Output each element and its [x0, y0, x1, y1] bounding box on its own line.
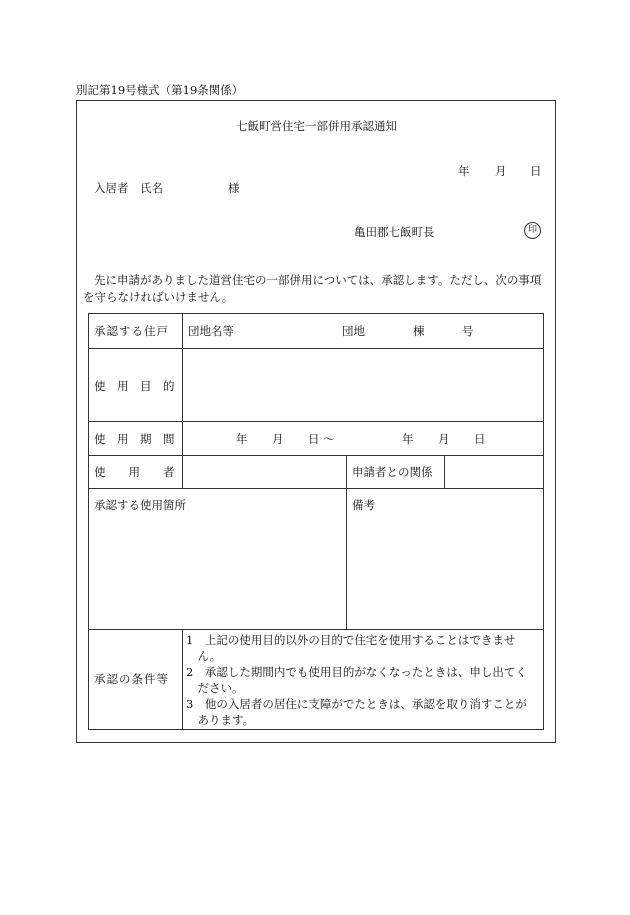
period-end-month: 月 — [438, 432, 450, 446]
user-label: 使 用 者 — [94, 465, 175, 479]
date-year: 年 — [458, 164, 470, 178]
row-divider — [88, 348, 544, 349]
conditions-label: 承認の条件等 — [94, 672, 169, 686]
column-divider — [182, 629, 183, 730]
unit-number-label: 号 — [462, 324, 474, 338]
body-text-line-1: 先に申請がありました道営住宅の一部併用については、承認します。ただし、次の事項 — [94, 273, 542, 287]
condition-line: あります。 — [186, 713, 255, 727]
row-divider — [88, 455, 544, 456]
period-end-year: 年 — [402, 432, 414, 446]
relation-label: 申請者との関係 — [352, 465, 433, 479]
body-text-line-2: を守らなければいけません。 — [83, 290, 234, 304]
issuer-name: 亀田郡七飯町長 — [354, 225, 435, 239]
row-divider — [88, 421, 544, 422]
recipient-label: 入居者 氏名 — [94, 181, 163, 195]
date-month: 月 — [495, 164, 507, 178]
column-divider — [182, 313, 183, 488]
row-divider — [88, 488, 544, 489]
period-start-month: 月 — [272, 432, 284, 446]
period-start-year: 年 — [236, 432, 248, 446]
condition-line: 1 上記の使用目的以外の目的で住宅を使用することはできませ — [186, 633, 516, 647]
column-divider — [346, 455, 347, 629]
condition-line: 3 他の入居者の居住に支障がでたときは、承認を取り消すことが — [186, 697, 527, 711]
row-divider — [88, 629, 544, 630]
column-divider — [444, 455, 445, 488]
recipient-honorific: 様 — [228, 181, 240, 195]
form-label: 別記第19号様式（第19条関係） — [76, 83, 244, 97]
complex-label: 団地 — [342, 324, 365, 338]
condition-line: 2 承認した期間内でも使用目的がなくなったときは、申し出てく — [186, 665, 527, 679]
complex-name-label: 団地名等 — [188, 324, 234, 338]
period-label: 使 用 期 間 — [94, 432, 175, 446]
period-end-day: 日 — [474, 432, 486, 446]
period-start-day: 日 〜 — [308, 432, 335, 446]
date-day: 日 — [530, 164, 542, 178]
building-label: 棟 — [413, 324, 425, 338]
seal-mark: 印 — [524, 222, 541, 239]
condition-line: ださい。 — [186, 681, 244, 695]
approved-location-label: 承認する使用箇所 — [94, 498, 186, 512]
document-title: 七飯町営住宅一部併用承認通知 — [236, 119, 397, 133]
approved-unit-label: 承認する住戸 — [94, 324, 169, 338]
remarks-label: 備考 — [352, 498, 375, 512]
purpose-label: 使 用 目 的 — [94, 379, 175, 393]
condition-line: ん。 — [186, 649, 222, 663]
